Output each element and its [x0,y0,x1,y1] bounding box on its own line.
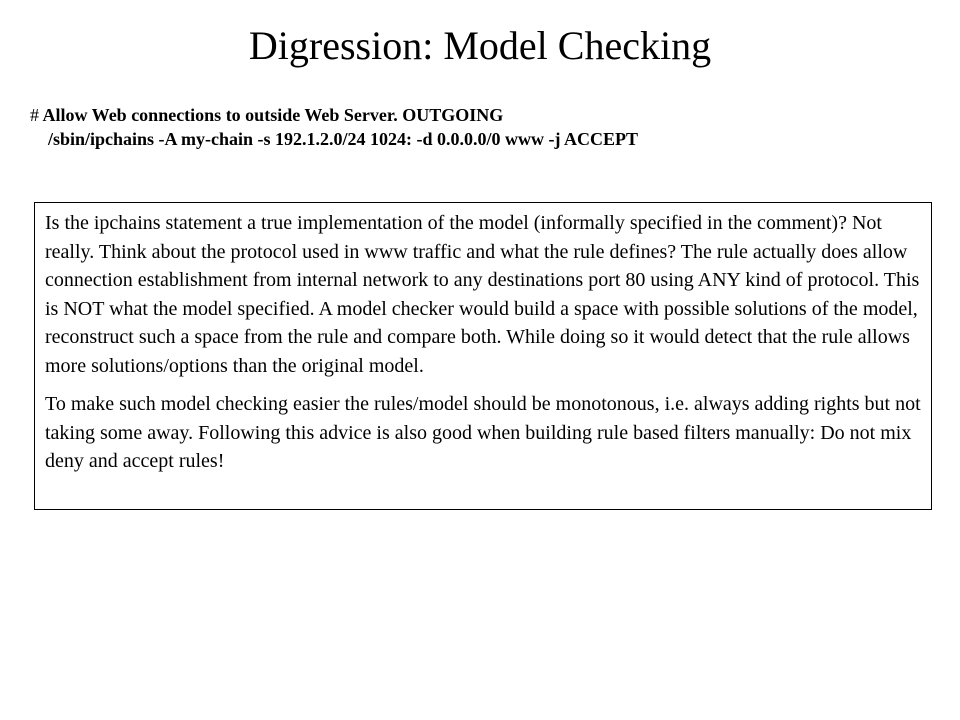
code-comment-line [30,103,638,127]
code-example [30,103,638,151]
explanation-paragraph-1: Is the ipchains statement a true implementation of the model (informally specified in the comment)? Not really. Think about the protocol used in www traffic and what the rule defines? The rule actually does allow connection establishment from internal network to any destinations port 80 using ANY kind of protocol. This is NOT what the model specified. A model checker would build a space with possible solutions of the model, reconstruct such a space from the rule and compare both. While doing so it would detect that the rule allows more solutions/options than the original model. [45,212,920,377]
slide-title: Digression: Model Checking [248,23,712,68]
ipchains-command: /sbin/ipchains -A my-chain -s 192.1.2.0/24 1024: -d 0.0.0.0/0 www -j ACCEPT [48,129,639,149]
comment-hash: # [30,105,39,125]
explanation-paragraph-2: To make such model checking easier the rules/model should be monotonous, i.e. always adding rights but not taking some away. Following this advice is also good when building rule based filters manually: Do not mix deny and accept rules! [45,393,921,472]
comment-text: Allow Web connections to outside Web Server. OUTGOING [39,105,504,125]
explanation-box [34,202,932,510]
